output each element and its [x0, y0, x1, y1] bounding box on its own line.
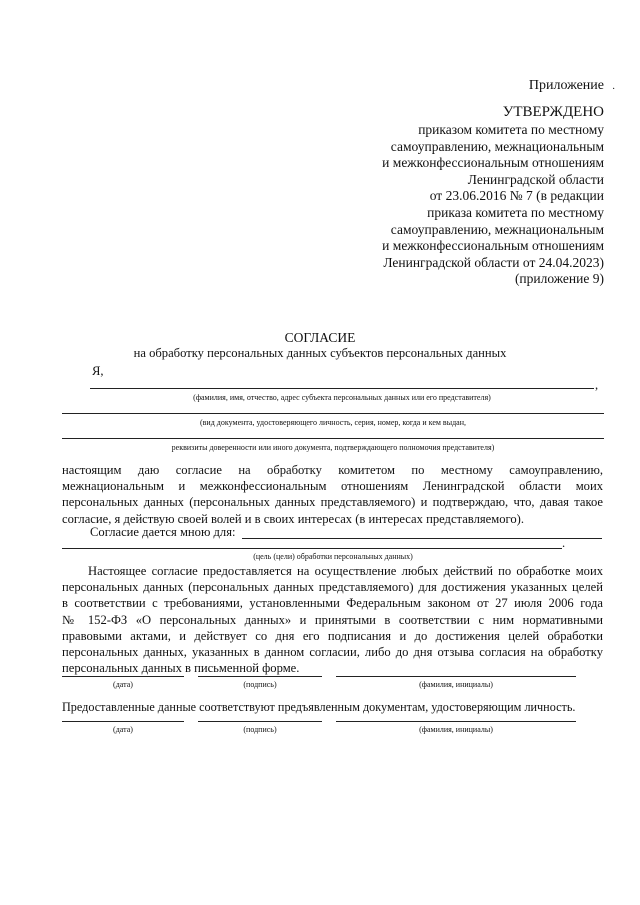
approval-line: и межконфессиональным отношениям: [382, 238, 604, 254]
approval-line: самоуправлению, межнациональным: [390, 138, 604, 154]
approval-line: самоуправлению, межнациональным: [390, 221, 604, 237]
name-caption-2: (фамилия, инициалы): [419, 725, 493, 734]
approval-line: Ленинградской области от 24.04.2023): [383, 254, 604, 270]
approved-label: [503, 104, 604, 121]
power-of-attorney-caption: реквизиты доверенности или иного документа, подтверждающего полномочия представителя): [171, 443, 495, 452]
appendix-label: [529, 78, 604, 95]
validity-line: персональных данных, указанных в данном согласии, либо до дня отзыва согласия на обработку: [62, 645, 603, 660]
date-field-line[interactable]: [62, 676, 184, 677]
fio-caption: (фамилия, имя, отчество, адрес субъекта персональных данных или его представителя): [193, 393, 491, 402]
document-subtitle: на обработку персональных данных субъектов персональных данных: [133, 346, 507, 360]
ya-label: Я,: [92, 364, 104, 378]
validity-line: персональных данных в письменной форме.: [62, 661, 300, 676]
purpose-period: .: [562, 536, 566, 550]
date-caption-2: (дата): [113, 725, 133, 734]
validity-paragraph: [62, 563, 603, 676]
signature-field-line[interactable]: [198, 676, 322, 677]
approval-line: от 23.06.2016 № 7 (в редакции: [429, 188, 604, 204]
given-for-label: Согласие дается мною для:: [90, 525, 236, 539]
date-field-line-2[interactable]: [62, 721, 184, 722]
consent-line: настоящим даю согласие на обработку комитетом по местному самоуправлению,: [62, 463, 603, 477]
approval-details: [382, 122, 604, 288]
validity-line: в соответствии с требованиями, установленными Федеральным законом от 27 июля 2006 года: [62, 596, 603, 611]
name-field-line[interactable]: [336, 676, 576, 677]
consent-line: персональных данных (персональных данных представляемого) и подтверждаю, что, давая такое: [62, 495, 603, 510]
fio-comma: ,: [595, 378, 599, 392]
validity-line: № 152-ФЗ «О персональных данных» и принятыми в соответствии с ним нормативными: [62, 612, 603, 627]
appendix-text: Приложение: [528, 78, 604, 93]
validity-line: правовыми актами, и действует со дня его подписания и до достижения целей обработки: [62, 628, 603, 643]
signature-field-line-2[interactable]: [198, 721, 322, 722]
purpose-field-line-2[interactable]: [62, 548, 562, 549]
signature-caption: (подпись): [243, 680, 277, 689]
validity-line: персональных данных (персональных данных представляемого) для достижения указанных целей: [62, 580, 603, 595]
date-caption: (дата): [113, 680, 133, 689]
approved-text: УТВЕРЖДЕНО: [502, 104, 604, 120]
purpose-field-line-1[interactable]: [242, 538, 602, 539]
power-of-attorney-field-line[interactable]: [62, 438, 604, 439]
name-caption: (фамилия, инициалы): [419, 680, 493, 689]
name-field-line-2[interactable]: [336, 721, 576, 722]
verified-statement: Предоставленные данные соответствуют предъявленным документам, удостоверяющим личность.: [62, 700, 576, 714]
approval-line: Ленинградской области: [467, 171, 604, 187]
approval-line: и межконфессиональным отношениям: [382, 155, 604, 171]
fio-field-line[interactable]: [90, 388, 594, 389]
document-title: СОГЛАСИЕ: [284, 330, 356, 345]
approval-line: приказом комитета по местному: [418, 122, 604, 137]
stray-mark: ·: [612, 84, 616, 95]
signature-caption-2: (подпись): [243, 725, 277, 734]
id-document-field-line[interactable]: [62, 413, 604, 414]
consent-line: согласие, я действую своей волей и в своих интересах (в интересах представляемого).: [62, 511, 524, 526]
consent-line: межнациональным и межконфессиональным отношениям Ленинградской области моих: [62, 479, 603, 494]
approval-line: (приложение 9): [514, 271, 604, 287]
purpose-caption: (цель (цели) обработки персональных данных): [253, 552, 413, 561]
approval-line: приказа комитета по местному: [427, 204, 604, 220]
validity-line: Настоящее согласие предоставляется на осуществление любых действий по обработке моих: [88, 564, 603, 578]
consent-paragraph: [62, 462, 603, 527]
id-document-caption: (вид документа, удостоверяющего личность, серия, номер, когда и кем выдан,: [199, 418, 466, 427]
